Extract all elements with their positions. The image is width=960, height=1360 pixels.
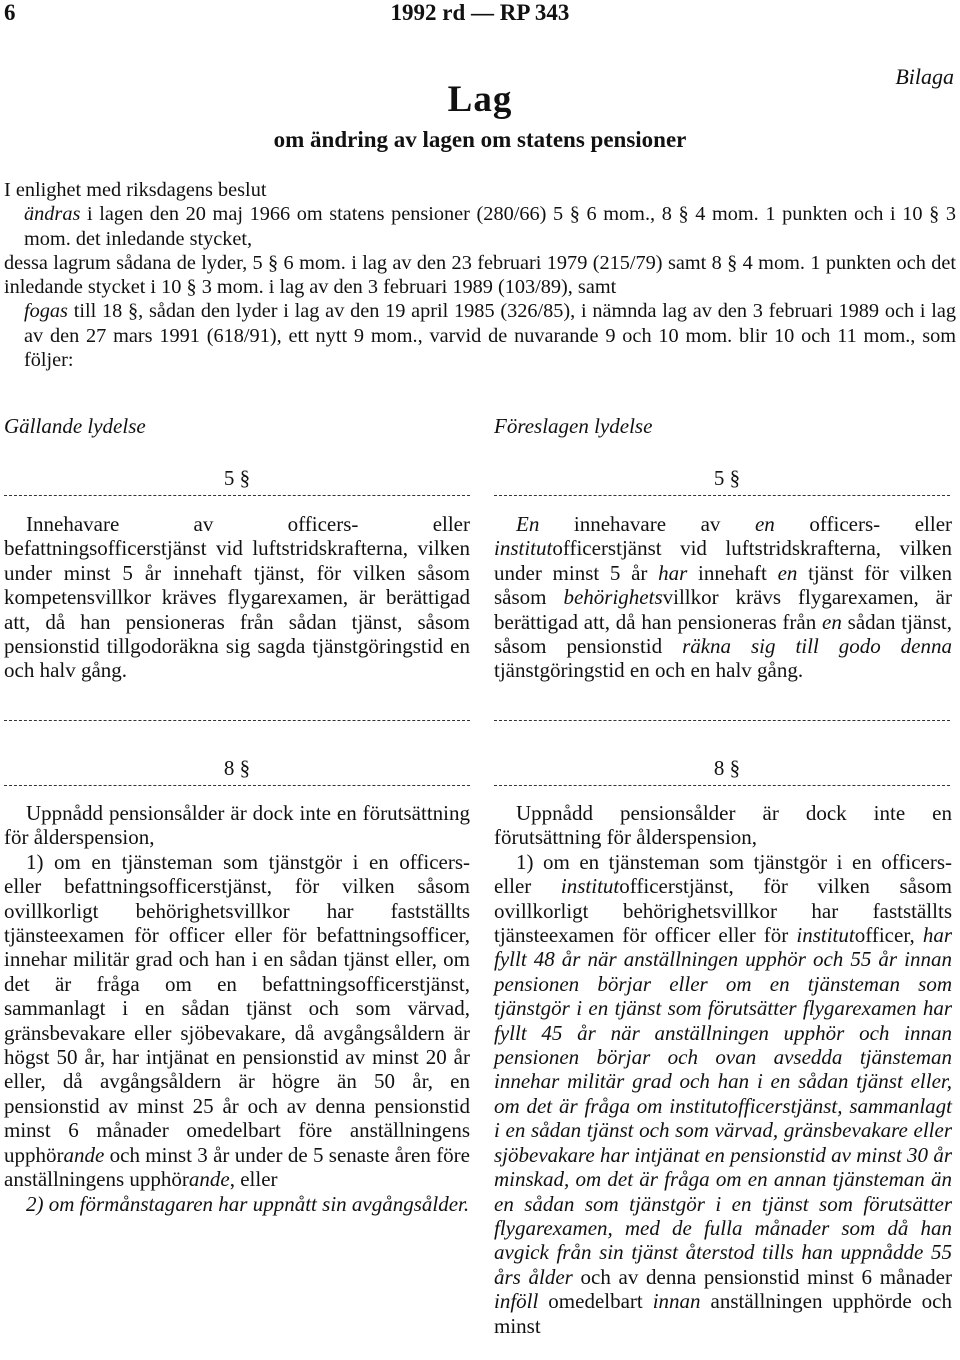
section-8-current-text [4,801,470,1216]
text-run: tjänstgöringstid en och en halv gång. [494,658,804,683]
text-run: innehaft [687,560,778,585]
text-run-italic: innan [652,1289,701,1314]
section-8-proposed-p1: Uppnådd pensionsålder är dock inte en förutsättning för ålderspension, [494,801,952,850]
text-run: innehavare av [539,512,755,536]
section-8-current-p1: Uppnådd pensionsålder är dock inte en förutsättning för ålderspension, [4,801,470,850]
text-run-italic: en [822,609,842,634]
text-run: officer, [854,923,923,948]
dash-divider [494,720,950,721]
law-title: Lag [447,79,513,120]
text-run: 1) om en tjänsteman som tjänstgör i en officers- eller befattningsofficerstjänst, för vilken såsom ovillkorligt behörighetsvillkor har fastställts tjänsteexamen för officer eller för befattningsofficer, innehar militär grad och han i en sådan tjänst eller, om det är fråga om en befattningsofficerstjänst, sammanlagt i en sådan tjänst och som värvad, gränsbevakare eller sjöbevakare, då avgångsåldern är högst 50 år, har intjänat en pensionstid av minst 20 år eller, då avgångsåldern är högre än 50 år, en pensionstid av minst 25 år och av denna pensionstid minst 6 månader omedelbart före anställningens upphör [4,849,470,1167]
andras-keyword: ändras [24,203,81,226]
text-run-italic: behörighets [563,585,663,610]
text-run-italic: inföll [494,1289,539,1314]
dash-divider [4,785,470,786]
text-run-italic: en [777,560,798,585]
text-run-italic: har [658,560,688,585]
dash-divider [494,495,950,496]
text-run: 1) om en tjänsteman som tjänstgör i en officers- eller [494,849,952,899]
section-8-proposed-text [494,801,952,1338]
section-8-symbol-left: 8 § [223,756,251,780]
section-5-proposed-text [494,512,952,683]
text-run: officerstjänst, för vilken såsom ovillkorligt behörighetsvillkor har fastställts tjänsteexamen för officer eller för [494,874,952,948]
section-5-symbol-right: 5 § [713,466,741,490]
intro-line: I enlighet med riksdagens beslut [4,179,267,201]
text-run: tjänst för vilken såsom [494,560,952,610]
appendix-label: Bilaga [895,64,954,89]
text-run-italic: ande [63,1142,105,1167]
text-run-italic: en [754,512,775,536]
text-run: officers- eller [774,512,953,536]
section-5-current-paragraph: Innehavare av officers- eller befattningsofficerstjänst vid luftstridskrafterna, vilken under minst 5 år innehaft tjänst, för vilken såsom kompetensvillkor kräves flygarexamen, är berättigad att, då han pensioneras från sådan tjänst, såsom pensionstid tillgodoräkna sig sagda tjänstgöringstid en och halv gång. [4,512,470,683]
law-subtitle: om ändring av lagen om statens pensioner [273,127,687,152]
section-8-current-p2 [4,850,470,1192]
section-8-symbol-right: 8 § [713,756,741,780]
text-run: och av denna pensionstid minst 6 månader [572,1264,952,1289]
text-run-italic: 2) om förmånstagaren har uppnått sin avgångsålder. [26,1191,470,1216]
text-run-italic: ande [188,1167,230,1192]
text-run-italic: institut [560,874,620,899]
text-run: sådan tjänst, såsom pensionstid [494,609,952,659]
left-column-heading: Gällande lydelse [4,414,146,438]
section-5-proposed-paragraph [494,512,952,683]
andras-text: i lagen den 20 maj 1966 om statens pensioner (280/66) 5 § 6 mom., 8 § 4 mom. 1 punkten och i 10 § 3 mom. det inledande stycket, [24,203,956,250]
text-run: anställningen upphörde och minst [494,1289,952,1338]
section-8-current-p3 [4,1192,470,1216]
text-run: officerstjänst vid luftstridskrafterna, vilken under minst 5 år [494,536,952,585]
dessa-paragraph: dessa lagrum sådana de lyder, 5 § 6 mom. i lag av den 23 februari 1979 (215/79) samt 8 § 4 mom. 1 punkten och det inledande stycket i 10 § 3 mom. i lag av den 3 februari 1989 (103/89), samt [4,251,956,299]
fogas-text: till 18 §, sådan den lyder i lag av den 19 april 1985 (326/85), i nämnda lag av den 3 februari 1989 och i lag av den 27 mars 1991 (618/91), ett nytt 9 mom., varvid de nuvarande 9 och 10 mom. blir 10 och 11 mom., som följer: [24,300,956,372]
dash-divider [494,785,950,786]
text-run-italic: räkna sig till godo denna [682,634,952,659]
text-run-italic: har fyllt 48 år när anställningen upphör och 55 år innan pensionen börjar eller om en tjänsteman som tjänstgör i en tjänst som förutsätter flygarexamen har fyllt 45 år när anställningen upphör och innan pensionen börjar och ovan avsedda tjänsteman innehar militär grad och han i en sådan tjänst eller, om det är fråga om institutofficerstjänst, sammanlagt i en sådan tjänst och som värvad, gränsbevakare eller sjöbevakare har intjänat en pensionstid av minst 30 år minskad, om det är fråga om en annan tjänsteman än en sådan som tjänstgör i en tjänst som förutsätter flygarexamen, med de fulla månader som då han avgick från sin tjänst återstod tills han uppnådde 55 års ålder [494,923,952,1289]
running-head: 1992 rd — RP 343 [390,0,570,25]
fogas-keyword: fogas [24,300,68,323]
text-run-italic: En [516,512,540,536]
dash-divider [4,720,470,721]
enactment-clause [4,178,956,372]
amend-paragraph [4,202,956,251]
text-run-italic: institut [796,923,855,948]
text-run: och minst 3 år under de 5 senaste åren före anställningens upphör [4,1142,470,1192]
right-column-heading: Föreslagen lydelse [494,414,653,438]
section-5-symbol-left: 5 § [223,466,251,490]
page-number: 6 [4,0,16,25]
text-run: , eller [229,1167,278,1192]
text-run: omedelbart [538,1289,653,1314]
section-5-current-text [4,512,470,683]
fogas-paragraph [4,299,956,372]
text-run: villkor krävs flygarexamen, är berättigad att, då han pensioneras från [494,585,952,634]
dash-divider [4,495,470,496]
section-8-proposed-p2 [494,850,952,1338]
text-run-italic: institut [494,536,553,561]
